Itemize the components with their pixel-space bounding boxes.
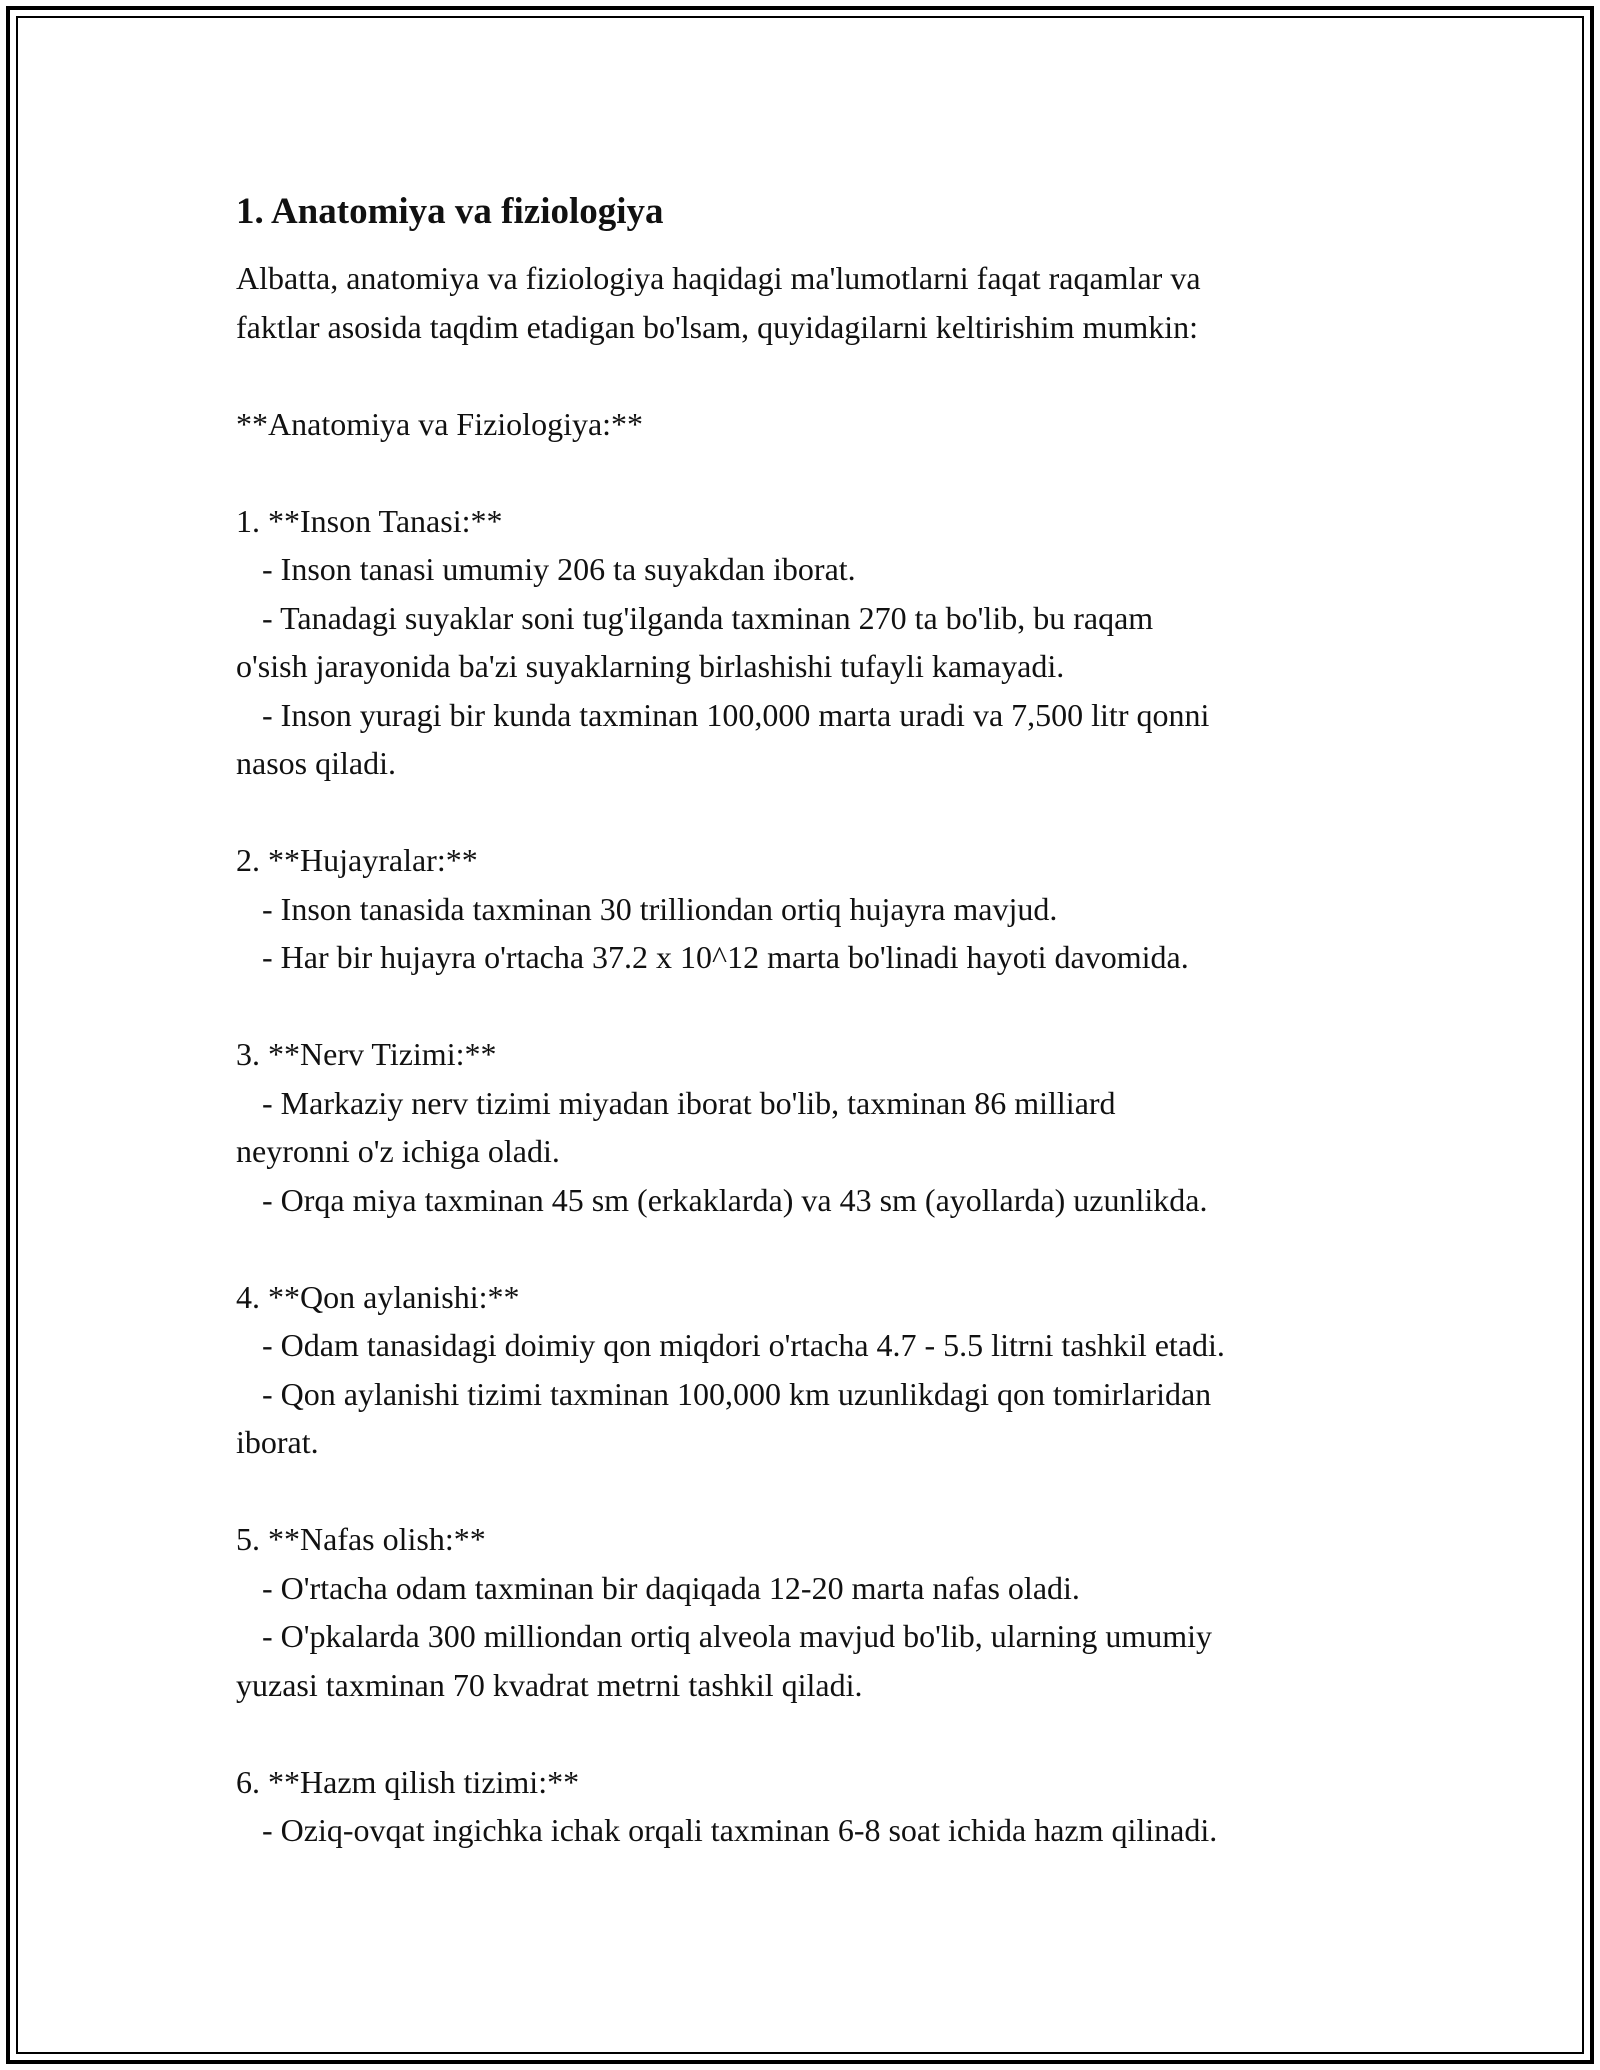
bullet-line: [236, 1370, 1396, 1419]
section-heading: 2. **Hujayralar:**: [236, 842, 478, 878]
bullet-text: - Har bir hujayra o'rtacha 37.2 x 10^12 marta bo'linadi hayoti davomida.: [262, 939, 1189, 975]
section-heading: 4. **Qon aylanishi:**: [236, 1278, 520, 1315]
bullet-line: [236, 1564, 1396, 1613]
section-heading: 3. **Nerv Tizimi:**: [236, 1036, 497, 1072]
bullet-text: - Odam tanasidagi doimiy qon miqdori o'rtacha 4.7 - 5.5 litrni tashkil etadi.: [262, 1327, 1225, 1363]
intro-line: faktlar asosida taqdim etadigan bo'lsam, quyidagilarni keltirishim mumkin:: [236, 308, 1199, 345]
continuation-line: yuzasi taxminan 70 kvadrat metrni tashkil qiladi.: [236, 1666, 863, 1703]
continuation-line: iborat.: [236, 1424, 319, 1460]
section-heading: 6. **Hazm qilish tizimi:**: [236, 1763, 580, 1800]
bullet-line: [236, 691, 1396, 740]
spacer: [236, 788, 1396, 837]
bullet-text: - Inson yuragi bir kunda taxminan 100,000 marta uradi va 7,500 litr qonni: [262, 696, 1210, 733]
intro-line: Albatta, anatomiya va fiziologiya haqidagi ma'lumotlarni faqat raqamlar va: [236, 260, 1201, 296]
bullet-line: [236, 1079, 1396, 1128]
bullet-line: [236, 1321, 1396, 1370]
bullet-text: - Inson tanasida taxminan 30 trilliondan ortiq hujayra mavjud.: [262, 890, 1058, 927]
spacer: [236, 448, 1396, 497]
continuation-line: nasos qiladi.: [236, 745, 396, 781]
bullet-line: [236, 594, 1396, 643]
bullet-text: - Tanadagi suyaklar soni tug'ilganda taxminan 270 ta bo'lib, bu raqam: [262, 599, 1154, 636]
bullet-line: [236, 545, 1396, 594]
spacer: [236, 351, 1396, 400]
bullet-text: - O'rtacha odam taxminan bir daqiqada 12-20 marta nafas oladi.: [262, 1569, 1080, 1606]
document-body: [236, 184, 1396, 1855]
bullet-line: [236, 1612, 1396, 1661]
continuation-line: neyronni o'z ichiga oladi.: [236, 1133, 560, 1169]
bullet-line: [236, 1806, 1396, 1855]
document-title: 1. Anatomiya va fiziologiya: [236, 191, 664, 232]
continuation-line: o'sish jarayonida ba'zi suyaklarning birlashishi tufayli kamayadi.: [236, 648, 1065, 684]
spacer: [236, 1709, 1396, 1758]
spacer: [236, 1467, 1396, 1516]
bullet-text: - Orqa miya taxminan 45 sm (erkaklarda) va 43 sm (ayollarda) uzunlikda.: [262, 1181, 1208, 1218]
bullet-text: - Qon aylanishi tizimi taxminan 100,000 km uzunlikdagi qon tomirlaridan: [262, 1375, 1212, 1412]
bullet-text: - O'pkalarda 300 milliondan ortiq alveola mavjud bo'lib, ularning umumiy: [262, 1618, 1213, 1654]
bullet-text: - Inson tanasi umumiy 206 ta suyakdan iborat.: [262, 551, 856, 587]
section-main-heading: **Anatomiya va Fiziologiya:**: [236, 405, 644, 442]
bullet-line: [236, 885, 1396, 934]
bullet-line: [236, 933, 1396, 982]
spacer: [236, 982, 1396, 1031]
bullet-text: - Oziq-ovqat ingichka ichak orqali taxminan 6-8 soat ichida hazm qilinadi.: [262, 1812, 1218, 1848]
section-heading: 1. **Inson Tanasi:**: [236, 502, 503, 539]
bullet-line: [236, 1176, 1396, 1225]
spacer: [236, 1224, 1396, 1273]
section-heading: 5. **Nafas olish:**: [236, 1521, 486, 1557]
bullet-text: - Markaziy nerv tizimi miyadan iborat bo'lib, taxminan 86 milliard: [262, 1084, 1116, 1121]
